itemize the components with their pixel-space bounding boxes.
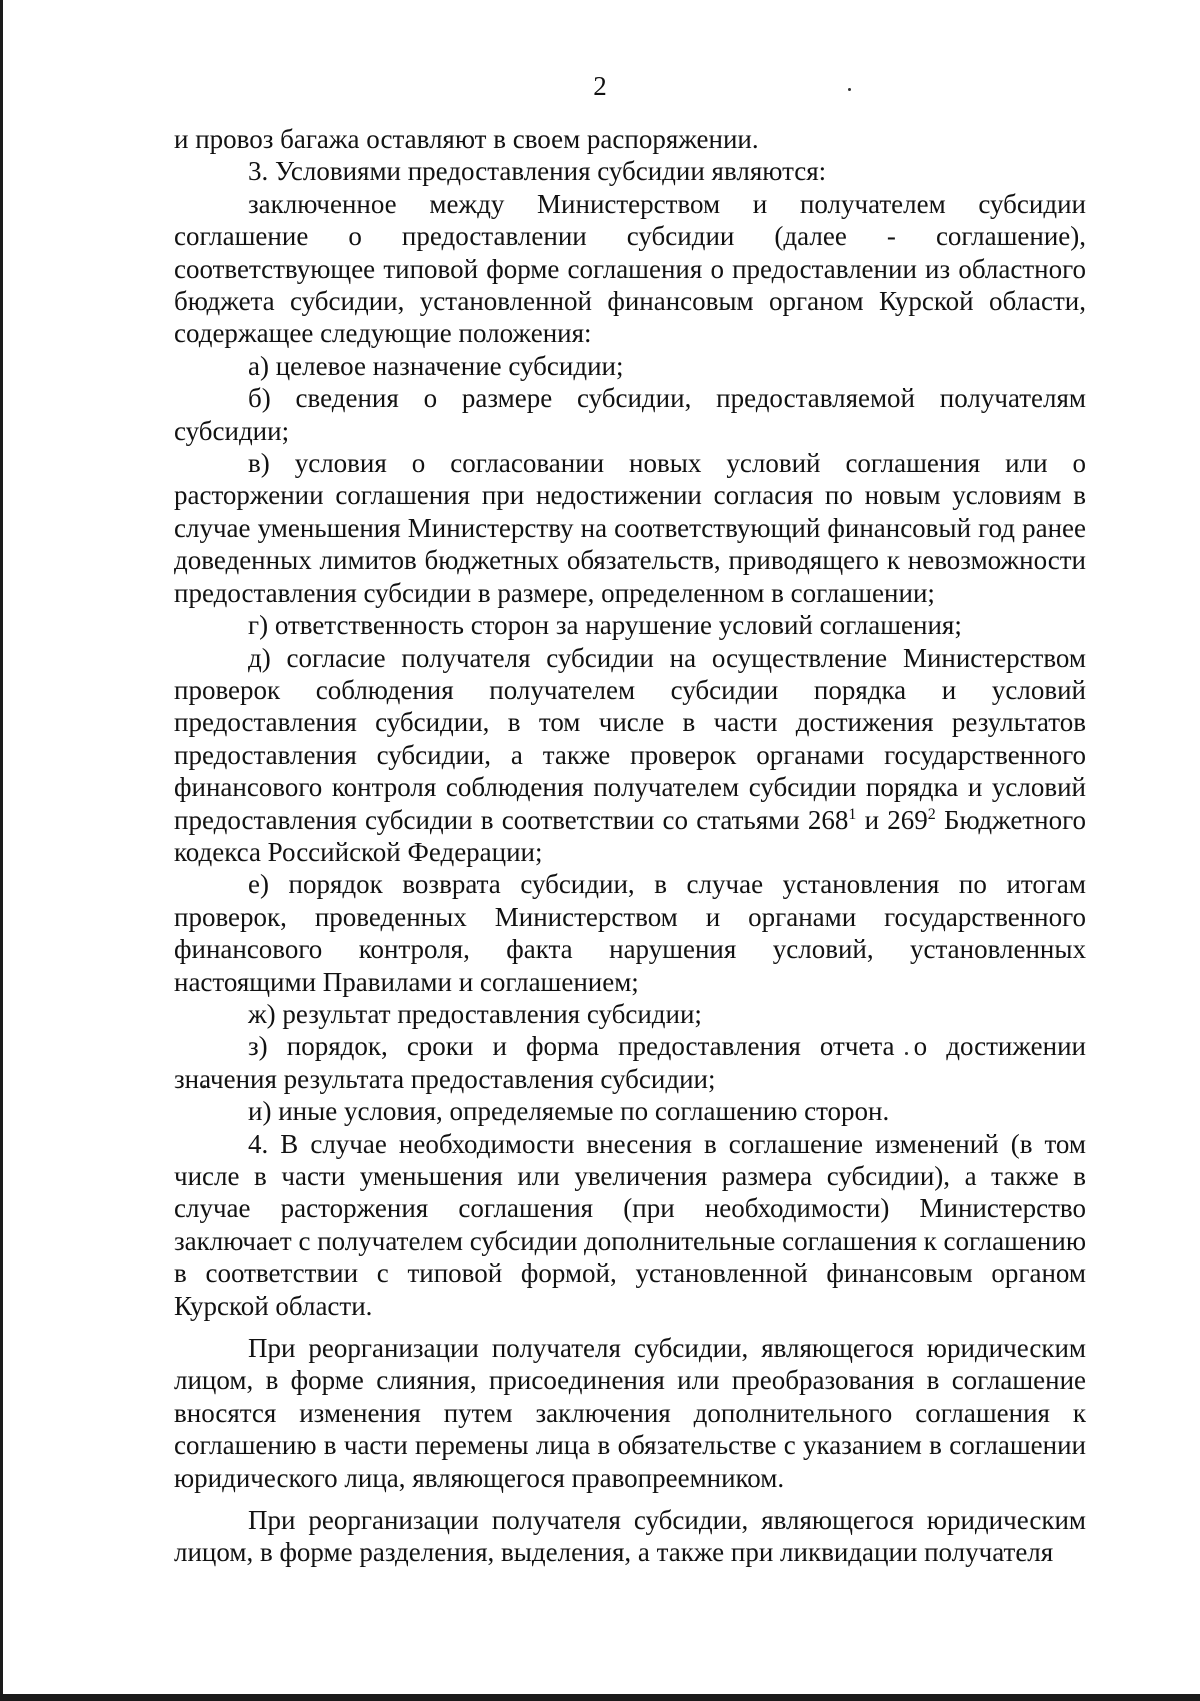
paragraph: и) иные условия, определяемые по соглашению сторон. — [248, 1096, 890, 1127]
document-body — [174, 123, 1086, 1569]
paragraph: При реорганизации получателя субсидии, являющегося юридическим лицом, в форме слияния, присоединения или преобразования в соглашение вносятся изменения путем заключения дополнительного соглашения к соглашению в части перемены лица в обязательстве с указанием в соглашении юридического лица, являющегося правопреемником. — [174, 1333, 1086, 1493]
paragraph: е) порядок возврата субсидии, в случае установления по итогам проверок, проведенных Министерством и органами государственного финансового контроля, факта нарушения условий, установленных настоящими Правилами и соглашением; — [174, 869, 1086, 997]
scan-left-edge — [0, 0, 3, 1701]
paragraph-text: и 269 — [864, 804, 928, 835]
paragraph-text: д) согласие получателя субсидии на осуществление Министерством проверок соблюдения получателем субсидии порядка и условий предоставления субсидии, в том числе в части достижения результатов предоставления субсидии, а также проверок органами государственного финансового контроля соблюдения получателем субсидии порядка и условий предоставления субсидии в соответствии со статьями 268 — [174, 642, 1086, 835]
paragraph: в) условия о согласовании новых условий соглашения или о расторжении соглашения при недостижении согласия по новым условиям в случае уменьшения Министерству на соответствующий финансовый год ранее доведенных лимитов бюджетных обязательств, приводящего к невозможности предоставления субсидии в размере, определенном в соглашении; — [174, 448, 1086, 608]
paragraph: ж) результат предоставления субсидии; — [248, 998, 702, 1029]
paragraph-text: Бюджетного кодекса Российской Федерации; — [174, 804, 1086, 867]
paragraph: и провоз багажа оставляют в своем распоряжении. — [174, 124, 759, 154]
paragraph: г) ответственность сторон за нарушение условий соглашения; — [248, 610, 962, 641]
paragraph: заключенное между Министерством и получателем субсидии соглашение о предоставлении субсидии (далее - соглашение), соответствующее типовой форме соглашения о предоставлении из областного бюджета субсидии, установленной финансовым органом Курской области, содержащее следующие положения: — [174, 188, 1086, 349]
paragraph: б) сведения о размере субсидии, предоставляемой получателям субсидии; — [174, 383, 1086, 446]
page-number: 2 — [593, 71, 607, 101]
paragraph: 4. В случае необходимости внесения в соглашение изменений (в том числе в части уменьшения или увеличения размера субсидии), а также в случае расторжения соглашения (при необходимости) Министерство заключает с получателем субсидии дополнительные соглашения к соглашению в соответствии с типовой формой, установленной финансовым органом Курской области. — [174, 1128, 1086, 1321]
paragraph: а) целевое назначение субсидии; — [248, 350, 624, 381]
paragraph: При реорганизации получателя субсидии, являющегося юридическим лицом, в форме разделения, выделения, а также при ликвидации получателя — [174, 1505, 1086, 1568]
scan-bottom-edge — [0, 1694, 1200, 1701]
paragraph: з) порядок, сроки и форма предоставления отчета о достижении значения результата предоставления субсидии; — [174, 1031, 1086, 1094]
paragraph: 3. Условиями предоставления субсидии являются: — [248, 156, 827, 187]
superscript: 1 — [848, 805, 857, 823]
paragraph — [174, 642, 1086, 869]
superscript: 2 — [927, 805, 936, 823]
